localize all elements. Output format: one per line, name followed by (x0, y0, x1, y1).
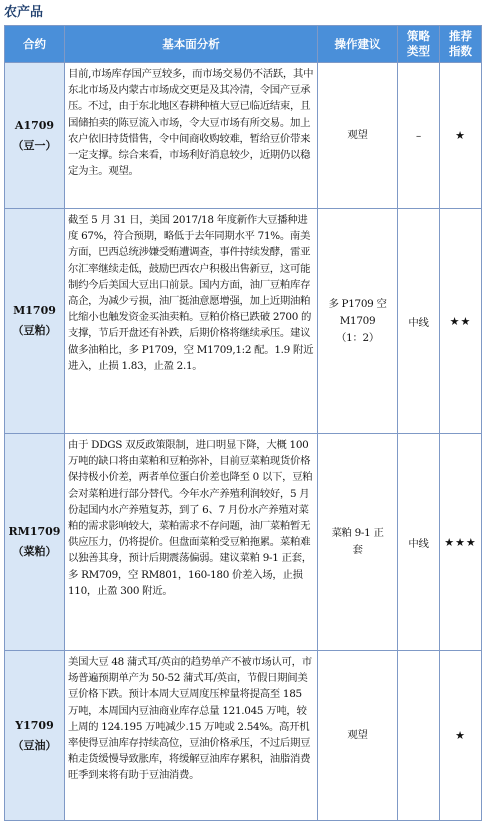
advice-line: M1709 (339, 314, 376, 327)
contract-cell (5, 651, 65, 821)
agri-products-table (4, 25, 482, 821)
advice-cell: 观望 (318, 63, 398, 209)
rating-stars: ★★ (440, 209, 482, 434)
analysis-cell: 由于 DDGS 双反政策限制，进口明显下降，大概 100 万吨的缺口将由菜粕和豆粕弥补，目前豆菜粕现货价格保持极小价差，两者单位蛋白价差也降至 0 以下，豆粕会对菜粕进行部分替代。今年水产养殖利润较好，5 月份起国内水产养殖复苏，到了 6、7 月份水产养殖对菜粕的需求影响较大，菜粕需求不存问题，油厂菜粕暂无供应压力，仍将提价。但盘面菜粕受豆粕拖累。菜粕难以独善其身，预计后期震荡偏弱。建议菜粕 9-1 正套，多 RM709，空 RM801，160-180 价差入场，止损 110，止盈 300 附近。 (65, 434, 318, 651)
contract-name: （菜粕） (12, 545, 57, 558)
header-rating: 推荐指数 (440, 26, 482, 63)
contract-code: M1709 (13, 304, 56, 317)
strategy-type-cell: 中线 (398, 209, 440, 434)
analysis-cell: 目前,市场库存国产豆较多，而市场交易仍不活跃，其中东北市场及内蒙古市场成交更是及其冷清，令国产豆承压。不过，由于东北地区春耕种植大豆已临近结束，且国储拍卖的陈豆流入市场，令大豆市场有所交易。加上农户依旧持货惜售，令中间商收购较难，暂给豆价带来一定支撑。综合来看，市场利好消息较少，近期仍以稳定为主。观望。 (65, 63, 318, 209)
advice-line: （1：2） (336, 331, 379, 344)
rating-stars: ★ (440, 651, 482, 821)
advice-cell (318, 209, 398, 434)
contract-name: （豆粕） (12, 324, 57, 337)
contract-cell (5, 63, 65, 209)
rating-stars: ★★★ (440, 434, 482, 651)
advice-cell: 观望 (318, 651, 398, 821)
table-row (5, 651, 482, 821)
strategy-type-cell: 中线 (398, 434, 440, 651)
advice-line: 套 (352, 544, 363, 556)
contract-name: （豆油） (12, 738, 57, 752)
section-title: 农产品 (4, 5, 44, 20)
header-contract: 合约 (5, 26, 65, 63)
table-row (5, 63, 482, 209)
contract-code: RM1709 (8, 525, 61, 538)
contract-name: （豆一） (12, 138, 57, 152)
contract-cell (5, 434, 65, 651)
table-row (5, 434, 482, 651)
table-row (5, 209, 482, 434)
advice-line: 多 P1709 空 (328, 297, 387, 310)
analysis-cell: 截至 5 月 31 日，美国 2017/18 年度新作大豆播种进度 67%，符合预期，略低于去年同期水平 71%。南美方面，巴西总统涉嫌受贿遭调查，事件持续发酵，雷亚尔汇率继续走低，鼓励巴西农户积极出售新豆，这可能制约今后美国大豆出口前景。国内方面，油厂豆粕库存高企，为减少亏损，油厂挺油意愿增强，加上近期油粕比缩小也触发资金买油卖粕。豆粕价格已跌破 2700 的支撑，节后开盘还有补跌，后期价格将继续承压。建议做多油粕比，多 P1709，空 M1709,1:2 配。1.9 附近进入，止损 1.83，止盈 2.1。 (65, 209, 318, 434)
contract-cell (5, 209, 65, 434)
advice-cell (318, 434, 398, 651)
analysis-cell: 美国大豆 48 蒲式耳/英亩的趋势单产不被市场认可，市场普遍预期单产为 50-52 蒲式耳/英亩，节假日期间美豆价格下跌。预计本周大豆周度压榨量将提高至 185 万吨，本周国内豆油商业库存总量 121.045 万吨，较上周的 124.195 万吨减少.15 万吨或 2.54%。高开机率使得豆油库存持续高位，豆油价格承压，不过后期豆粕走货缓慢导致胀库，将缓解豆油库存累积，油脂消费旺季到来将有助于豆油消费。 (65, 651, 318, 821)
rating-stars: ★ (440, 63, 482, 209)
contract-code: A1709 (14, 118, 55, 132)
advice-line: 菜粕 9-1 正 (331, 527, 384, 539)
strategy-type-cell: – (398, 63, 440, 209)
header-strategy-type: 策略类型 (398, 26, 440, 63)
header-advice: 操作建议 (318, 26, 398, 63)
contract-code: Y1709 (15, 718, 54, 732)
table-header-row (5, 26, 482, 63)
header-analysis: 基本面分析 (65, 26, 318, 63)
strategy-type-cell (398, 651, 440, 821)
